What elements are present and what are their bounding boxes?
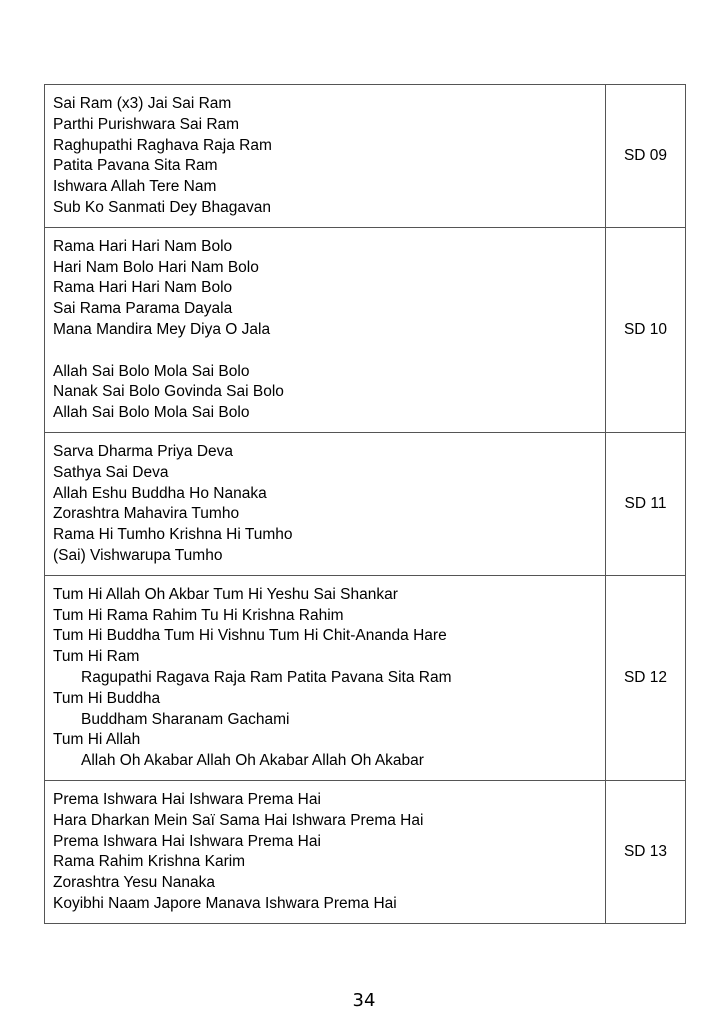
lyric-line: (Sai) Vishwarupa Tumho [53, 546, 223, 564]
lyric-line: Hari Nam Bolo Hari Nam Bolo [53, 258, 259, 276]
lyric-line: Zorashtra Yesu Nanaka [53, 874, 215, 892]
song-lyrics [45, 85, 606, 228]
lyric-line: Hara Dharkan Mein Saï Sama Hai Ishwara Prema Hai [53, 811, 424, 829]
lyric-line: Rama Rahim Krishna Karim [53, 853, 246, 871]
song-lyrics [45, 227, 606, 432]
lyric-line: Tum Hi Rama Rahim Tu Hi Krishna Rahim [53, 606, 344, 624]
lyric-line: Prema Ishwara Hai Ishwara Prema Hai [53, 790, 321, 808]
lyric-line: Allah Sai Bolo Mola Sai Bolo [53, 404, 250, 422]
song-row [45, 575, 686, 780]
lyric-line: Sai Ram (x3) Jai Sai Ram [53, 95, 232, 112]
song-lyrics [45, 432, 606, 575]
lyric-line: Ishwara Allah Tere Nam [53, 178, 217, 196]
lyric-line: Tum Hi Buddha [53, 689, 161, 707]
lyric-line: Raghupathi Raghava Raja Ram [53, 136, 272, 154]
song-code: SD 10 [606, 227, 686, 432]
lyric-line: Tum Hi Allah [53, 731, 141, 749]
lyric-line: Tum Hi Ram [53, 648, 140, 666]
lyric-line: Rama Hari Hari Nam Bolo [53, 279, 233, 297]
lyric-spacer [53, 341, 605, 362]
song-lyrics [45, 575, 606, 780]
lyric-line: Buddham Sharanam Gachami [81, 710, 290, 728]
lyric-line: Prema Ishwara Hai Ishwara Prema Hai [53, 832, 321, 850]
lyric-line: Ragupathi Ragava Raja Ram Patita Pavana Sita Ram [81, 668, 452, 686]
song-code: SD 09 [606, 85, 686, 228]
song-code: SD 11 [606, 432, 686, 575]
song-code: SD 12 [606, 575, 686, 780]
lyric-line: Allah Eshu Buddha Ho Nanaka [53, 484, 267, 502]
lyric-line: Rama Hi Tumho Krishna Hi Tumho [53, 526, 293, 544]
song-row [45, 780, 686, 923]
song-code: SD 13 [606, 780, 686, 923]
lyric-line: Zorashtra Mahavira Tumho [53, 505, 240, 523]
lyric-line: Koyibhi Naam Japore Manava Ishwara Prema Hai [53, 894, 397, 912]
songs-table-body [45, 85, 686, 924]
lyric-line: Tum Hi Buddha Tum Hi Vishnu Tum Hi Chit-Ananda Hare [53, 627, 447, 645]
lyric-line: Sai Rama Parama Dayala [53, 300, 233, 318]
song-lyrics [45, 780, 606, 923]
songs-table [44, 84, 686, 924]
lyric-line: Rama Hari Hari Nam Bolo [53, 237, 233, 255]
song-row [45, 227, 686, 432]
lyric-line: Tum Hi Allah Oh Akbar Tum Hi Yeshu Sai Shankar [53, 585, 398, 603]
lyric-line: Allah Sai Bolo Mola Sai Bolo [53, 362, 250, 380]
lyric-line: Nanak Sai Bolo Govinda Sai Bolo [53, 383, 284, 401]
lyric-line: Sathya Sai Deva [53, 463, 169, 481]
lyric-line: Parthi Purishwara Sai Ram [53, 115, 240, 133]
lyric-line: Sub Ko Sanmati Dey Bhagavan [53, 198, 271, 216]
lyric-line: Mana Mandira Mey Diya O Jala [53, 320, 271, 338]
page-number: 34 [352, 990, 376, 1011]
lyric-line: Sarva Dharma Priya Deva [53, 442, 234, 460]
lyric-line: Allah Oh Akabar Allah Oh Akabar Allah Oh Akabar [81, 752, 424, 770]
lyric-line: Patita Pavana Sita Ram [53, 157, 218, 175]
song-row [45, 432, 686, 575]
song-row [45, 85, 686, 228]
